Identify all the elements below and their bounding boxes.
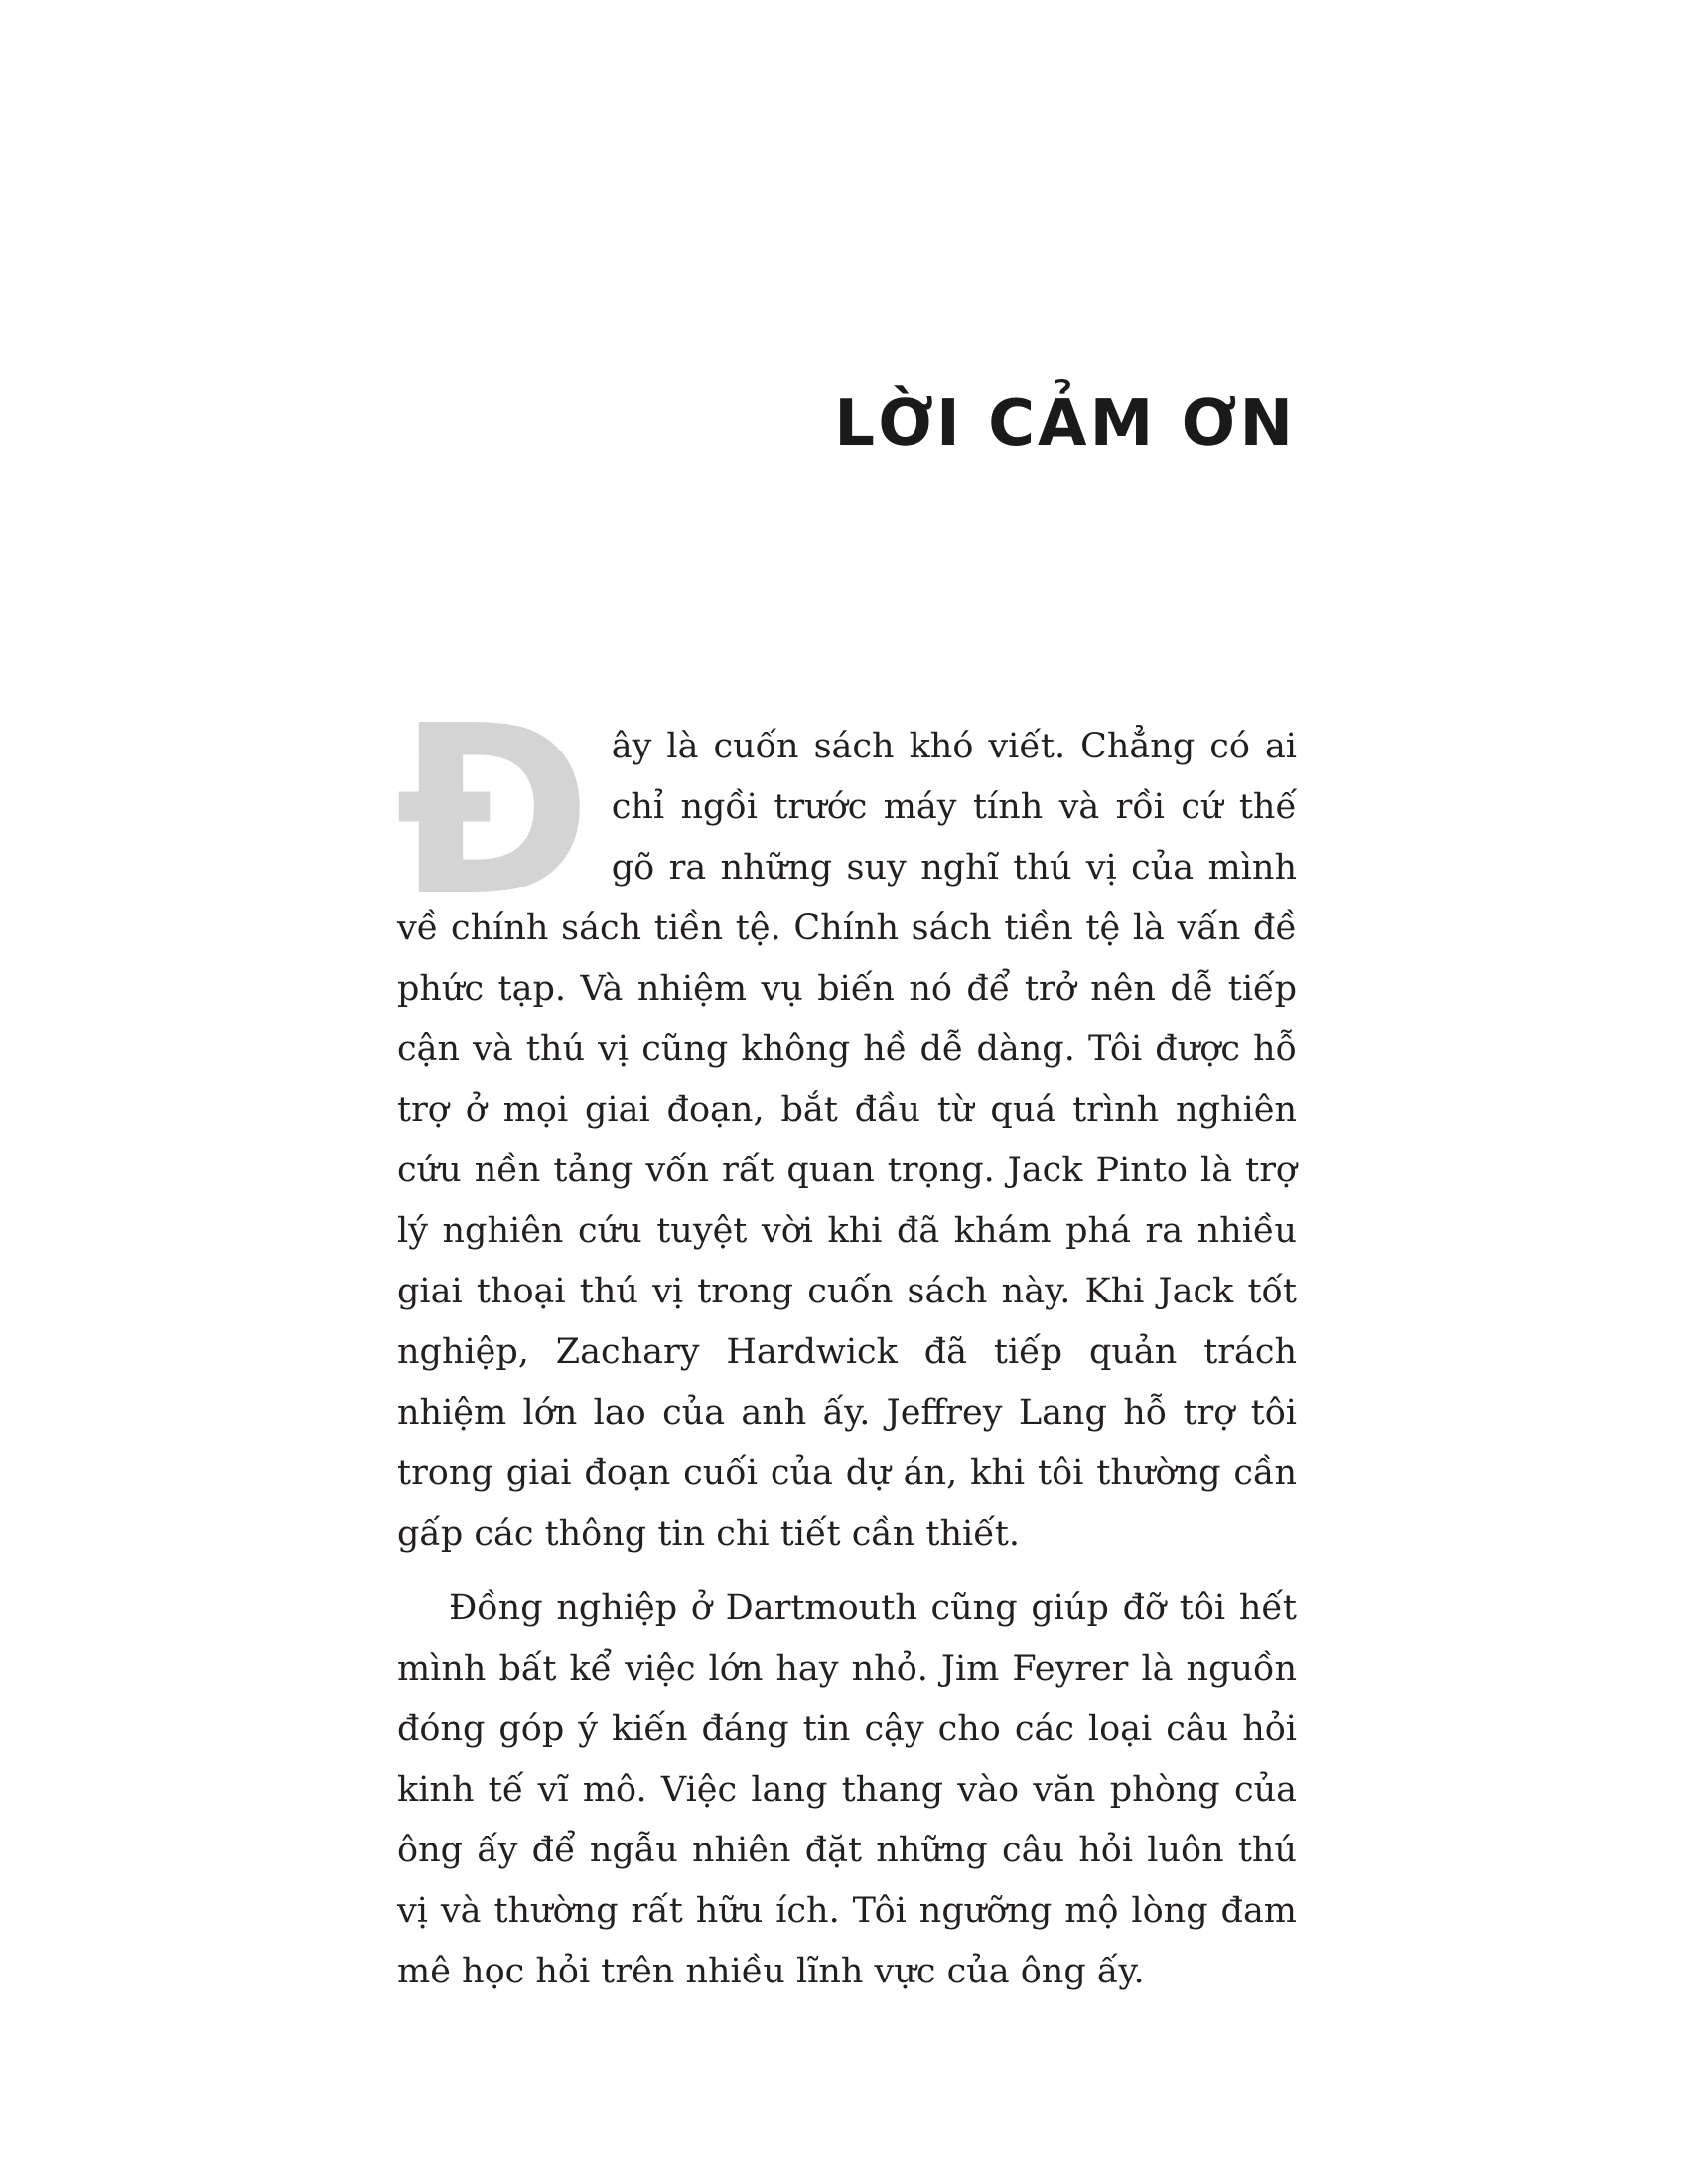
- drop-cap: Đ: [395, 675, 592, 948]
- paragraph-1-text: ây là cuốn sách khó viết. Chẳng có ai chỉ ngồi trước máy tính và rồi cứ thế gõ ra những suy nghĩ thú vị của mình về chính sách tiền tệ. Chính sách tiền tệ là vấn đề phức tạp. Và nhiệm vụ biến nó để trở nên dễ tiếp cận và thú vị cũng không hề dễ dàng. Tôi được hỗ trợ ở mọi giai đoạn, bắt đầu từ quá trình nghiên cứu nền tảng vốn rất quan trọng. Jack Pinto là trợ lý nghiên cứu tuyệt vời khi đã khám phá ra nhiều giai thoại thú vị trong cuốn sách này. Khi Jack tốt nghiệp, Zachary Hardwick đã tiếp quản trách nhiệm lớn lao của anh ấy. Jeffrey Lang hỗ trợ tôi trong giai đoạn cuối của dự án, khi tôi thường cần gấp các thông tin chi tiết cần thiết.: [397, 727, 1297, 1554]
- body-text: [395, 675, 1297, 2002]
- paragraph-1: [395, 675, 1297, 1565]
- paragraph-2: Đồng nghiệp ở Dartmouth cũng giúp đỡ tôi hết mình bất kể việc lớn hay nhỏ. Jim Feyrer là nguồn đóng góp ý kiến đáng tin cậy cho các loại câu hỏi kinh tế vĩ mô. Việc lang thang vào văn phòng của ông ấy để ngẫu nhiên đặt những câu hỏi luôn thú vị và thường rất hữu ích. Tôi ngưỡng mộ lòng đam mê học hỏi trên nhiều lĩnh vực của ông ấy.: [397, 1588, 1297, 1991]
- chapter-title: LỜI CẢM ƠN: [834, 387, 1296, 461]
